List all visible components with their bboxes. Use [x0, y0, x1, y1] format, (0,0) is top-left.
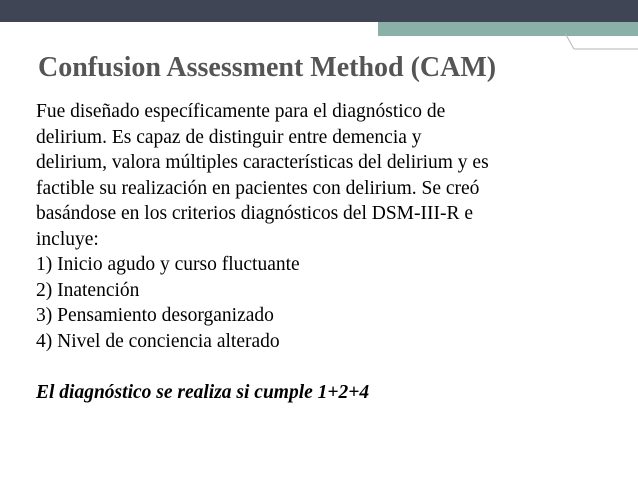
body-line: Fue diseñado específicamente para el diagnóstico de	[36, 101, 446, 122]
diagnosis-rule: El diagnóstico se realiza si cumple 1+2+4	[36, 381, 370, 403]
body-line: delirium, valora múltiples características del delirium y es	[36, 152, 489, 173]
body-line: factible su realización en pacientes con delirium. Se creó	[36, 177, 480, 199]
body-line: delirium. Es capaz de distinguir entre demencia y	[36, 126, 422, 148]
spacer	[36, 354, 621, 380]
criteria-list	[36, 252, 621, 354]
header-band	[0, 0, 638, 22]
body-line: basándose en los criterios diagnósticos del DSM-III-R e	[36, 203, 474, 224]
body-line: incluye:	[36, 228, 99, 250]
slide-body	[36, 99, 621, 405]
criteria-item: 3) Pensamiento desorganizado	[36, 305, 274, 326]
criteria-item: 2) Inatención	[36, 279, 140, 301]
slide-title: Confusion Assessment Method (CAM)	[38, 52, 497, 83]
criteria-item: 4) Nivel de conciencia alterado	[36, 330, 280, 352]
criteria-item: 1) Inicio agudo y curso fluctuante	[36, 254, 300, 275]
corner-decoration	[565, 30, 638, 50]
